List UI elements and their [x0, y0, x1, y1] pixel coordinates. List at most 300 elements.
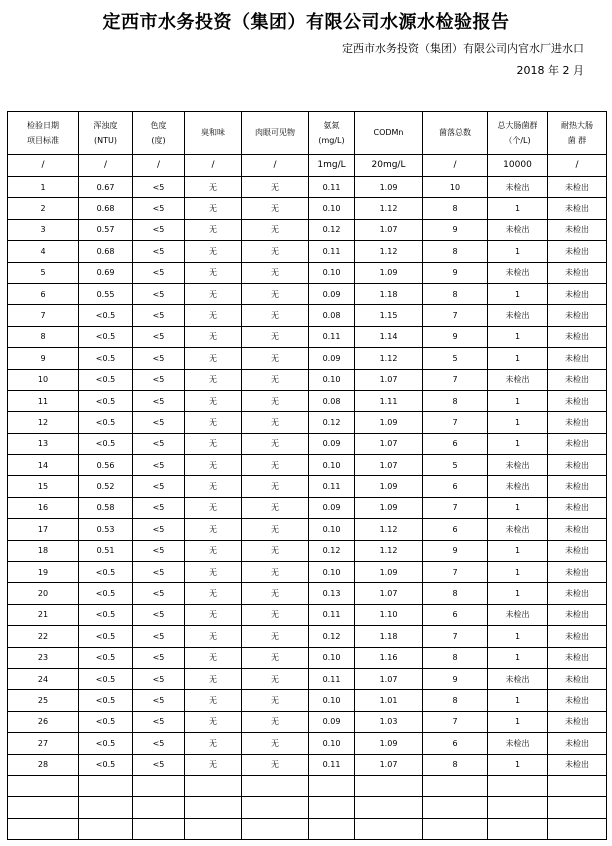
header-line: 臭和味 — [201, 128, 225, 138]
header-color — [133, 112, 185, 155]
inspection-table — [7, 111, 607, 840]
empty-cell — [488, 775, 548, 796]
empty-row — [8, 797, 607, 818]
cell-colony-count: 10 — [423, 177, 488, 198]
cell-codmn: 1.18 — [355, 283, 423, 304]
cell-turbidity: <0.5 — [79, 562, 133, 583]
cell-odor-taste: 无 — [185, 583, 242, 604]
cell-color: <5 — [133, 668, 185, 689]
cell-colony-count: 9 — [423, 540, 488, 561]
cell-visible-matter: 无 — [242, 198, 309, 219]
cell-odor-taste: 无 — [185, 626, 242, 647]
empty-cell — [309, 797, 355, 818]
cell-codmn: 1.09 — [355, 177, 423, 198]
cell-turbidity: <0.5 — [79, 647, 133, 668]
cell-thermotolerant-coliform: 未检出 — [548, 305, 607, 326]
cell-color: <5 — [133, 455, 185, 476]
cell-codmn: 1.14 — [355, 326, 423, 347]
cell-date: 19 — [8, 562, 79, 583]
table-row — [8, 690, 607, 711]
cell-ammonia-nitrogen: 0.09 — [309, 433, 355, 454]
cell-codmn: 1.07 — [355, 369, 423, 390]
header-line: 色度 — [150, 120, 167, 130]
cell-color: <5 — [133, 412, 185, 433]
cell-visible-matter: 无 — [242, 604, 309, 625]
cell-colony-count: 8 — [423, 198, 488, 219]
cell-colony-count: 8 — [423, 690, 488, 711]
cell-codmn: 1.10 — [355, 604, 423, 625]
cell-color: <5 — [133, 198, 185, 219]
cell-ammonia-nitrogen: 0.10 — [309, 733, 355, 754]
cell-thermotolerant-coliform: 未检出 — [548, 476, 607, 497]
cell-visible-matter: 无 — [242, 562, 309, 583]
table-row — [8, 412, 607, 433]
cell-ammonia-nitrogen: 0.10 — [309, 455, 355, 476]
cell-codmn: 1.16 — [355, 647, 423, 668]
cell-ammonia-nitrogen: 0.10 — [309, 690, 355, 711]
empty-cell — [242, 775, 309, 796]
cell-total-coliform: 未检出 — [488, 733, 548, 754]
cell-turbidity: 0.51 — [79, 540, 133, 561]
cell-thermotolerant-coliform: 未检出 — [548, 177, 607, 198]
cell-visible-matter: 无 — [242, 412, 309, 433]
cell-color: <5 — [133, 177, 185, 198]
cell-colony-count: 6 — [423, 733, 488, 754]
cell-turbidity: 0.68 — [79, 198, 133, 219]
cell-odor-taste: 无 — [185, 219, 242, 240]
cell-ammonia-nitrogen: 0.11 — [309, 604, 355, 625]
cell-turbidity: <0.5 — [79, 583, 133, 604]
cell-odor-taste: 无 — [185, 390, 242, 411]
cell-colony-count: 8 — [423, 647, 488, 668]
cell-odor-taste: 无 — [185, 690, 242, 711]
cell-ammonia-nitrogen: 0.08 — [309, 390, 355, 411]
cell-thermotolerant-coliform: 未检出 — [548, 711, 607, 732]
cell-colony-count: 8 — [423, 754, 488, 775]
empty-cell — [488, 818, 548, 839]
cell-thermotolerant-coliform: 未检出 — [548, 241, 607, 262]
cell-date: 10 — [8, 369, 79, 390]
empty-cell — [185, 775, 242, 796]
cell-thermotolerant-coliform: 未检出 — [548, 540, 607, 561]
empty-cell — [548, 797, 607, 818]
cell-codmn: 1.11 — [355, 390, 423, 411]
standard-codmn: 20mg/L — [355, 155, 423, 177]
cell-codmn: 1.12 — [355, 348, 423, 369]
cell-ammonia-nitrogen: 0.11 — [309, 754, 355, 775]
cell-ammonia-nitrogen: 0.09 — [309, 711, 355, 732]
cell-color: <5 — [133, 711, 185, 732]
cell-color: <5 — [133, 733, 185, 754]
header-unit: (度) — [151, 136, 166, 145]
cell-date: 20 — [8, 583, 79, 604]
cell-thermotolerant-coliform: 未检出 — [548, 647, 607, 668]
cell-date: 13 — [8, 433, 79, 454]
standard-visible-matter: / — [242, 155, 309, 177]
cell-total-coliform: 1 — [488, 562, 548, 583]
header-date — [8, 112, 79, 155]
cell-total-coliform: 未检出 — [488, 177, 548, 198]
cell-odor-taste: 无 — [185, 604, 242, 625]
empty-cell — [548, 775, 607, 796]
report-title: 定西市水务投资（集团）有限公司水源水检验报告 — [102, 12, 510, 33]
cell-thermotolerant-coliform: 未检出 — [548, 390, 607, 411]
cell-total-coliform: 未检出 — [488, 668, 548, 689]
standard-date: / — [8, 155, 79, 177]
cell-codmn: 1.09 — [355, 412, 423, 433]
cell-thermotolerant-coliform: 未检出 — [548, 326, 607, 347]
table-row — [8, 241, 607, 262]
empty-cell — [79, 818, 133, 839]
empty-cell — [8, 797, 79, 818]
cell-ammonia-nitrogen: 0.11 — [309, 668, 355, 689]
cell-color: <5 — [133, 390, 185, 411]
cell-codmn: 1.09 — [355, 497, 423, 518]
cell-visible-matter: 无 — [242, 733, 309, 754]
cell-turbidity: 0.68 — [79, 241, 133, 262]
table-row — [8, 219, 607, 240]
empty-cell — [133, 797, 185, 818]
cell-ammonia-nitrogen: 0.13 — [309, 583, 355, 604]
cell-date: 25 — [8, 690, 79, 711]
cell-color: <5 — [133, 690, 185, 711]
cell-codmn: 1.09 — [355, 733, 423, 754]
cell-odor-taste: 无 — [185, 283, 242, 304]
cell-date: 1 — [8, 177, 79, 198]
empty-cell — [488, 797, 548, 818]
table-row — [8, 540, 607, 561]
cell-date: 12 — [8, 412, 79, 433]
cell-ammonia-nitrogen: 0.12 — [309, 626, 355, 647]
cell-turbidity: 0.69 — [79, 262, 133, 283]
header-visible-matter — [242, 112, 309, 155]
cell-color: <5 — [133, 604, 185, 625]
header-unit: （个/L) — [504, 136, 531, 145]
cell-thermotolerant-coliform: 未检出 — [548, 668, 607, 689]
table-row — [8, 583, 607, 604]
cell-ammonia-nitrogen: 0.10 — [309, 562, 355, 583]
cell-colony-count: 8 — [423, 390, 488, 411]
cell-turbidity: 0.56 — [79, 455, 133, 476]
cell-ammonia-nitrogen: 0.11 — [309, 241, 355, 262]
cell-color: <5 — [133, 497, 185, 518]
cell-visible-matter: 无 — [242, 262, 309, 283]
cell-ammonia-nitrogen: 0.12 — [309, 540, 355, 561]
table-row — [8, 305, 607, 326]
cell-date: 23 — [8, 647, 79, 668]
cell-total-coliform: 未检出 — [488, 369, 548, 390]
cell-turbidity: <0.5 — [79, 348, 133, 369]
empty-cell — [133, 818, 185, 839]
header-ammonia-nitrogen — [309, 112, 355, 155]
cell-odor-taste: 无 — [185, 711, 242, 732]
table-row — [8, 390, 607, 411]
cell-codmn: 1.07 — [355, 455, 423, 476]
header-line: 肉眼可见物 — [255, 128, 295, 138]
cell-odor-taste: 无 — [185, 262, 242, 283]
cell-odor-taste: 无 — [185, 326, 242, 347]
cell-turbidity: <0.5 — [79, 412, 133, 433]
standard-colony-count: / — [423, 155, 488, 177]
cell-ammonia-nitrogen: 0.08 — [309, 305, 355, 326]
cell-odor-taste: 无 — [185, 668, 242, 689]
cell-odor-taste: 无 — [185, 497, 242, 518]
header-line: 总大肠菌群 — [497, 120, 538, 130]
cell-colony-count: 6 — [423, 476, 488, 497]
cell-color: <5 — [133, 626, 185, 647]
table-row — [8, 198, 607, 219]
cell-date: 8 — [8, 326, 79, 347]
cell-colony-count: 9 — [423, 326, 488, 347]
cell-turbidity: 0.58 — [79, 497, 133, 518]
cell-date: 21 — [8, 604, 79, 625]
cell-visible-matter: 无 — [242, 390, 309, 411]
table-row — [8, 348, 607, 369]
standard-turbidity: / — [79, 155, 133, 177]
empty-cell — [185, 797, 242, 818]
cell-odor-taste: 无 — [185, 369, 242, 390]
cell-visible-matter: 无 — [242, 540, 309, 561]
cell-color: <5 — [133, 540, 185, 561]
cell-total-coliform: 未检出 — [488, 262, 548, 283]
cell-colony-count: 9 — [423, 668, 488, 689]
cell-odor-taste: 无 — [185, 733, 242, 754]
empty-cell — [79, 775, 133, 796]
cell-total-coliform: 1 — [488, 390, 548, 411]
table-row — [8, 497, 607, 518]
cell-color: <5 — [133, 647, 185, 668]
empty-cell — [423, 775, 488, 796]
cell-thermotolerant-coliform: 未检出 — [548, 519, 607, 540]
cell-thermotolerant-coliform: 未检出 — [548, 283, 607, 304]
cell-codmn: 1.09 — [355, 562, 423, 583]
cell-ammonia-nitrogen: 0.10 — [309, 647, 355, 668]
cell-thermotolerant-coliform: 未检出 — [548, 219, 607, 240]
cell-total-coliform: 未检出 — [488, 476, 548, 497]
cell-total-coliform: 1 — [488, 198, 548, 219]
table-row — [8, 455, 607, 476]
cell-visible-matter: 无 — [242, 369, 309, 390]
cell-visible-matter: 无 — [242, 455, 309, 476]
cell-total-coliform: 1 — [488, 647, 548, 668]
cell-ammonia-nitrogen: 0.11 — [309, 476, 355, 497]
cell-turbidity: 0.53 — [79, 519, 133, 540]
cell-date: 4 — [8, 241, 79, 262]
cell-total-coliform: 未检出 — [488, 519, 548, 540]
cell-total-coliform: 1 — [488, 326, 548, 347]
cell-colony-count: 7 — [423, 305, 488, 326]
header-line: CODMn — [373, 128, 404, 138]
cell-colony-count: 5 — [423, 455, 488, 476]
cell-colony-count: 9 — [423, 219, 488, 240]
cell-total-coliform: 未检出 — [488, 455, 548, 476]
cell-visible-matter: 无 — [242, 583, 309, 604]
cell-odor-taste: 无 — [185, 348, 242, 369]
cell-visible-matter: 无 — [242, 433, 309, 454]
cell-turbidity: <0.5 — [79, 668, 133, 689]
cell-turbidity: <0.5 — [79, 305, 133, 326]
cell-date: 3 — [8, 219, 79, 240]
cell-turbidity: 0.67 — [79, 177, 133, 198]
cell-ammonia-nitrogen: 0.12 — [309, 412, 355, 433]
cell-turbidity: <0.5 — [79, 369, 133, 390]
standard-thermotolerant-coliform: / — [548, 155, 607, 177]
cell-visible-matter: 无 — [242, 326, 309, 347]
cell-thermotolerant-coliform: 未检出 — [548, 733, 607, 754]
cell-codmn: 1.09 — [355, 262, 423, 283]
cell-visible-matter: 无 — [242, 668, 309, 689]
cell-total-coliform: 1 — [488, 433, 548, 454]
cell-visible-matter: 无 — [242, 626, 309, 647]
cell-odor-taste: 无 — [185, 455, 242, 476]
empty-cell — [242, 818, 309, 839]
standard-color: / — [133, 155, 185, 177]
cell-colony-count: 7 — [423, 626, 488, 647]
cell-color: <5 — [133, 369, 185, 390]
cell-total-coliform: 1 — [488, 283, 548, 304]
cell-colony-count: 7 — [423, 412, 488, 433]
cell-colony-count: 7 — [423, 369, 488, 390]
table-row — [8, 283, 607, 304]
cell-color: <5 — [133, 583, 185, 604]
cell-thermotolerant-coliform: 未检出 — [548, 497, 607, 518]
report-date: 2018 年 2 月 — [516, 64, 584, 77]
standards-row — [8, 155, 607, 177]
cell-color: <5 — [133, 433, 185, 454]
cell-visible-matter: 无 — [242, 690, 309, 711]
cell-date: 24 — [8, 668, 79, 689]
cell-total-coliform: 未检出 — [488, 305, 548, 326]
cell-ammonia-nitrogen: 0.09 — [309, 348, 355, 369]
table-row — [8, 754, 607, 775]
standard-odor-taste: / — [185, 155, 242, 177]
header-colony-count — [423, 112, 488, 155]
cell-thermotolerant-coliform: 未检出 — [548, 348, 607, 369]
header-turbidity — [79, 112, 133, 155]
table-row — [8, 733, 607, 754]
header-unit: (mg/L) — [318, 136, 345, 145]
header-total-coliform — [488, 112, 548, 155]
cell-total-coliform: 1 — [488, 754, 548, 775]
cell-thermotolerant-coliform: 未检出 — [548, 583, 607, 604]
cell-visible-matter: 无 — [242, 241, 309, 262]
cell-total-coliform: 未检出 — [488, 219, 548, 240]
empty-cell — [423, 797, 488, 818]
cell-total-coliform: 1 — [488, 497, 548, 518]
cell-odor-taste: 无 — [185, 305, 242, 326]
cell-date: 15 — [8, 476, 79, 497]
cell-turbidity: <0.5 — [79, 733, 133, 754]
header-line: 浑浊度 — [93, 120, 118, 130]
cell-visible-matter: 无 — [242, 177, 309, 198]
cell-thermotolerant-coliform: 未检出 — [548, 690, 607, 711]
cell-turbidity: <0.5 — [79, 604, 133, 625]
cell-odor-taste: 无 — [185, 433, 242, 454]
cell-date: 11 — [8, 390, 79, 411]
cell-date: 6 — [8, 283, 79, 304]
cell-turbidity: 0.52 — [79, 476, 133, 497]
header-line: 菌落总数 — [439, 128, 471, 138]
cell-odor-taste: 无 — [185, 562, 242, 583]
cell-color: <5 — [133, 519, 185, 540]
header-thermotolerant-coliform — [548, 112, 607, 155]
cell-colony-count: 7 — [423, 497, 488, 518]
cell-ammonia-nitrogen: 0.09 — [309, 283, 355, 304]
cell-turbidity: <0.5 — [79, 326, 133, 347]
empty-row — [8, 818, 607, 839]
cell-date: 5 — [8, 262, 79, 283]
empty-cell — [185, 818, 242, 839]
cell-colony-count: 9 — [423, 262, 488, 283]
cell-total-coliform: 1 — [488, 348, 548, 369]
cell-color: <5 — [133, 562, 185, 583]
cell-color: <5 — [133, 262, 185, 283]
table-row — [8, 476, 607, 497]
cell-date: 27 — [8, 733, 79, 754]
cell-odor-taste: 无 — [185, 519, 242, 540]
empty-cell — [355, 818, 423, 839]
cell-total-coliform: 1 — [488, 711, 548, 732]
cell-total-coliform: 1 — [488, 540, 548, 561]
table-row — [8, 562, 607, 583]
header-codmn — [355, 112, 423, 155]
cell-total-coliform: 1 — [488, 241, 548, 262]
table-row — [8, 177, 607, 198]
header-line: 氨氮 — [323, 120, 340, 130]
cell-codmn: 1.07 — [355, 433, 423, 454]
cell-odor-taste: 无 — [185, 177, 242, 198]
empty-cell — [548, 818, 607, 839]
table-row — [8, 262, 607, 283]
empty-cell — [423, 818, 488, 839]
cell-thermotolerant-coliform: 未检出 — [548, 626, 607, 647]
cell-odor-taste: 无 — [185, 476, 242, 497]
empty-cell — [355, 797, 423, 818]
cell-odor-taste: 无 — [185, 540, 242, 561]
standard-ammonia-nitrogen: 1mg/L — [309, 155, 355, 177]
cell-color: <5 — [133, 476, 185, 497]
cell-total-coliform: 1 — [488, 412, 548, 433]
cell-color: <5 — [133, 305, 185, 326]
table-row — [8, 519, 607, 540]
cell-turbidity: <0.5 — [79, 626, 133, 647]
cell-thermotolerant-coliform: 未检出 — [548, 198, 607, 219]
cell-turbidity: <0.5 — [79, 390, 133, 411]
header-unit: (NTU) — [94, 136, 117, 145]
cell-date: 16 — [8, 497, 79, 518]
empty-cell — [79, 797, 133, 818]
cell-codmn: 1.01 — [355, 690, 423, 711]
cell-codmn: 1.15 — [355, 305, 423, 326]
cell-thermotolerant-coliform: 未检出 — [548, 433, 607, 454]
cell-ammonia-nitrogen: 0.11 — [309, 326, 355, 347]
cell-date: 14 — [8, 455, 79, 476]
cell-odor-taste: 无 — [185, 412, 242, 433]
cell-codmn: 1.07 — [355, 219, 423, 240]
cell-colony-count: 5 — [423, 348, 488, 369]
header-unit: 菌 群 — [567, 136, 587, 145]
cell-odor-taste: 无 — [185, 241, 242, 262]
table-row — [8, 604, 607, 625]
empty-cell — [8, 818, 79, 839]
cell-visible-matter: 无 — [242, 476, 309, 497]
cell-date: 7 — [8, 305, 79, 326]
cell-color: <5 — [133, 219, 185, 240]
table-row — [8, 326, 607, 347]
table-row — [8, 369, 607, 390]
cell-color: <5 — [133, 241, 185, 262]
cell-visible-matter: 无 — [242, 711, 309, 732]
